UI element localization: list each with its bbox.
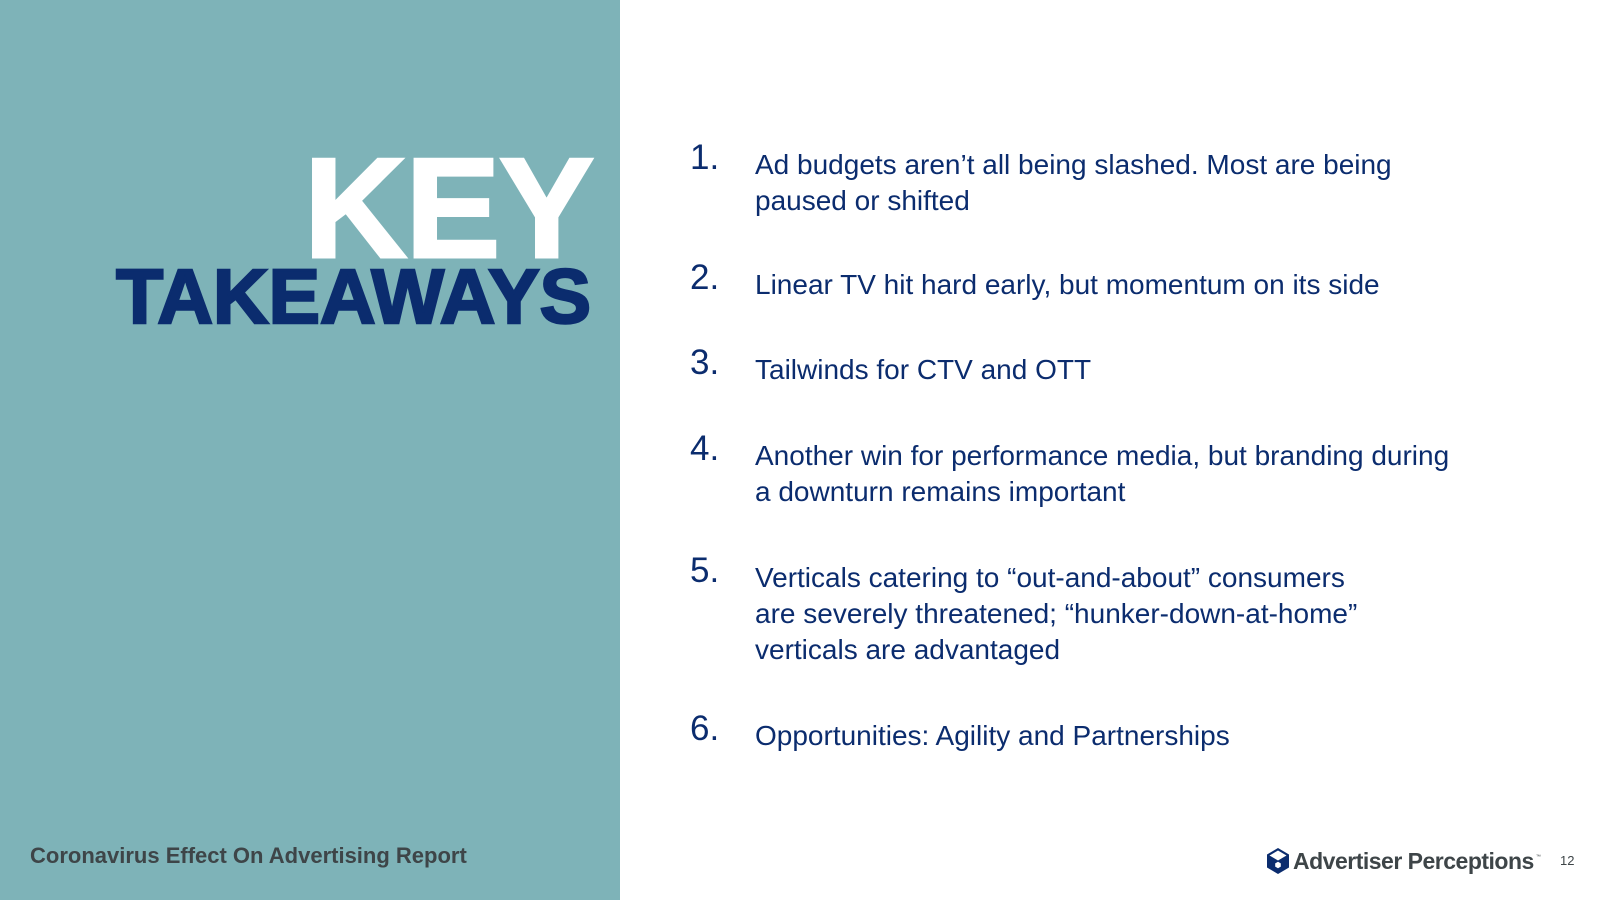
takeaway-text: Tailwinds for CTV and OTT <box>755 354 1092 385</box>
title-key: KEY <box>304 129 593 288</box>
title-takeaways: TAKEAWAYS <box>116 254 591 340</box>
takeaway-number: 2. <box>690 258 720 297</box>
cube-logo-icon <box>1266 847 1290 875</box>
takeaway-text: Opportunities: Agility and Partnerships <box>755 720 1230 751</box>
takeaway-number: 1. <box>690 138 720 177</box>
report-title: Coronavirus Effect On Advertising Report <box>30 843 467 868</box>
takeaway-number: 6. <box>690 709 720 748</box>
brand-logo-lockup <box>1266 846 1541 876</box>
takeaway-number: 4. <box>690 429 720 468</box>
takeaway-number: 3. <box>690 343 720 382</box>
takeaway-text: Verticals catering to “out-and-about” consumers are severely threatened; “hunker-down-at-home” verticals are advantaged <box>755 562 1358 665</box>
takeaway-text: Linear TV hit hard early, but momentum on its side <box>755 269 1380 300</box>
brand-name: Advertiser Perceptions <box>1293 847 1534 874</box>
takeaway-text: Another win for performance media, but branding during a downturn remains important <box>755 440 1450 507</box>
page-number: 12 <box>1560 853 1575 868</box>
trademark-mark: ™ <box>1535 854 1541 860</box>
title-panel <box>0 0 620 900</box>
takeaway-text: Ad budgets aren’t all being slashed. Most are being paused or shifted <box>755 149 1392 216</box>
takeaway-number: 5. <box>690 551 720 590</box>
